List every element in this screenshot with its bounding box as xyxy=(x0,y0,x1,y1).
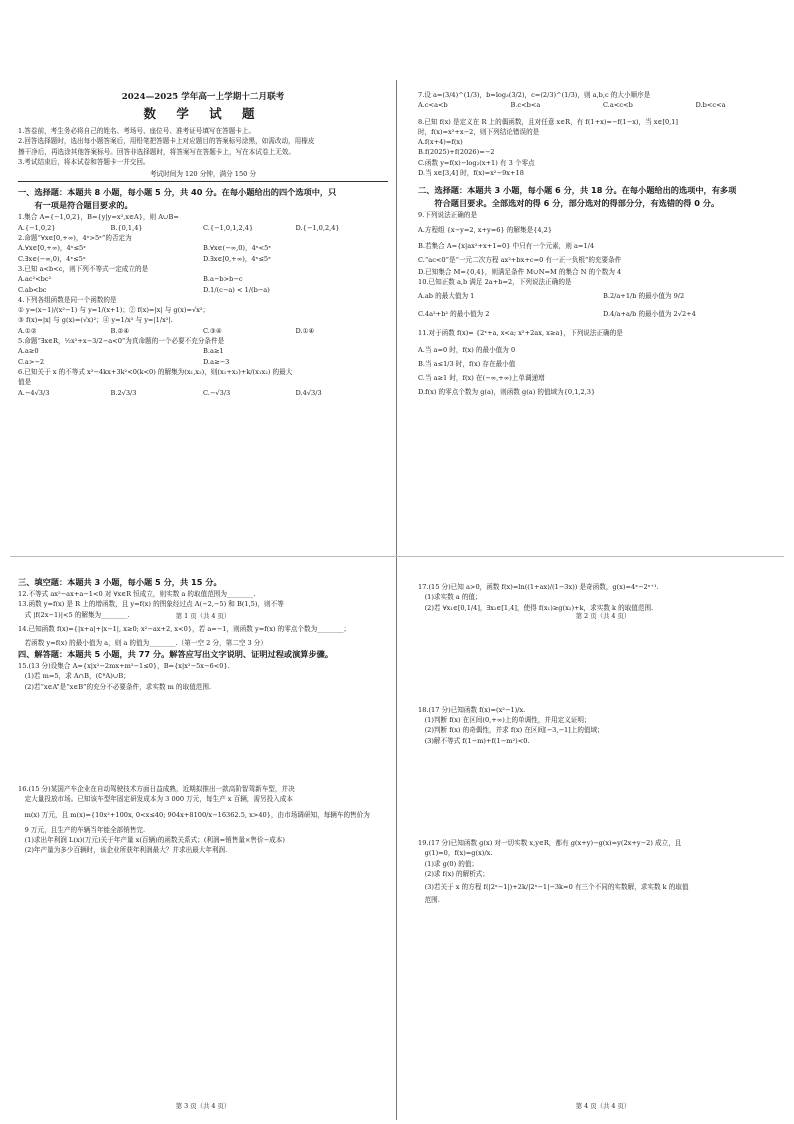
question-6-cont: 值是 xyxy=(18,378,32,387)
option-c: C.∃x∈(−∞,0)，4ˣ≤5ˣ xyxy=(18,254,86,263)
option-a: A.ab 的最大值为 1 xyxy=(418,292,475,301)
option-a: A.∀x∈[0,+∞)，4ˣ≤5ˣ xyxy=(18,244,86,253)
question-10-options-ab xyxy=(418,287,788,305)
option-a: A.f(x+4)=f(x) xyxy=(418,138,463,147)
option-c: C.函数 y=f(x)−log₂(x+1) 有 3 个零点 xyxy=(418,158,535,167)
question-2-options-ab xyxy=(18,243,388,253)
option-a: A.{−1,0,2} xyxy=(18,223,56,232)
question-4-line-1: ① y=(x−1)/(x²−1) 与 y=1/(x+1)；② f(x)=|x| 与 g(x)=√x²； xyxy=(18,306,210,315)
question-2: 2.命题“∀x∈[0,+∞)，4ˣ>5ˣ”的否定为 xyxy=(18,234,132,243)
section-2-heading: 二、选择题：本题共 3 小题，每小题 6 分，共 18 分。在每小题给出的选项中，有多项 xyxy=(418,185,737,196)
question-7-options xyxy=(418,100,788,110)
option-d: D.①④ xyxy=(295,326,315,335)
center-divider xyxy=(396,80,397,1120)
note-2: 2.回答选择题时，选出每小题答案后，用铅笔把答题卡上对应题目的答案标号涂黑，如需改动，用橡皮 xyxy=(18,137,315,146)
question-7: 7.设 a=(3/4)^(1/3)，b=log₃(3/2)，c=(2/3)^(1/3)，则 a,b,c 的大小顺序是 xyxy=(418,91,651,99)
option-c: C.a>−2 xyxy=(18,357,45,366)
question-17-part-2: (2)若 ∀x₁∈[0,1/4]，∃x₂∈[1,4]，使得 f(x₁)≥g(x₂)+k，求实数 k 的取值范围. xyxy=(418,603,654,612)
option-d: D.b<c<a xyxy=(695,101,726,110)
section-2-heading-cont: 符合题目要求。全部选对的得 6 分，部分选对的得部分分，有选错的得 0 分。 xyxy=(418,198,720,209)
question-3-options-ab xyxy=(18,274,388,284)
question-2-options-cd xyxy=(18,254,388,264)
option-c: C.当 a≥1 时，f(x) 在(−∞,+∞)上单调递增 xyxy=(418,374,545,383)
option-b: B.2√3/3 xyxy=(110,388,137,397)
option-a: A.当 a=0 时，f(x) 的最小值为 0 xyxy=(418,346,516,355)
option-c: C.a<c<b xyxy=(603,101,633,110)
question-4: 4.下列各组函数是同一个函数的是 xyxy=(18,295,117,304)
option-c: C.{−1,0,1,2,4} xyxy=(203,223,254,232)
question-15: 15.(13 分)设集合 A={x|x²−2mx+m²−1≤0}，B={x|x²−5x−6<0}. xyxy=(18,662,230,671)
section-4-heading: 四、解答题：本题共 5 小题，共 77 分。解答应写出文字说明、证明过程或演算步骤。 xyxy=(18,649,334,660)
option-b: B.a−b>b−c xyxy=(203,275,243,284)
option-d: D.f(x) 的零点个数为 g(a)，则函数 g(a) 的值域为{0,1,2,3} xyxy=(418,388,596,397)
option-b: B.若集合 A={x|ax²+x+1=0} 中只有一个元素，则 a=1/4 xyxy=(418,241,595,250)
page-footer: 第 1 页（共 4 页） xyxy=(175,612,231,620)
section-1-heading: 一、选择题：本题共 8 小题，每小题 5 分，共 40 分。在每小题给出的四个选项中，只 xyxy=(18,187,337,198)
option-d: D.∃x∈[0,+∞)，4ˣ≤5ˣ xyxy=(203,254,271,263)
option-d: D.a≥−3 xyxy=(203,357,230,366)
option-b: B.f(2025)+f(2026)=−2 xyxy=(418,148,495,157)
question-18-part-3: (3)解不等式 f(1−m)+f(1−m²)<0. xyxy=(418,736,530,745)
question-19-cont: g(1)=0，f(x)=g(x)/x. xyxy=(418,849,493,858)
question-10: 10.已知正数 a,b 满足 2a+b=2，下列说法正确的是 xyxy=(418,277,572,286)
question-13: 13.函数 y=f(x) 是 R 上的增函数，且 y=f(x) 的图象经过点 A(−2,−5) 和 B(1,5)，则不等 xyxy=(18,600,284,609)
note-2b: 擦干净后，再选涂其他答案标号。回答非选择题时，将答案写在答题卡上，写在本试卷上无效。 xyxy=(18,147,295,156)
question-11: 11.对于函数 f(x)= {2ˣ+a, x<a; x²+2ax, x≥a}，下列说法正确的是 xyxy=(418,329,623,338)
option-a: A.−4√3/3 xyxy=(18,388,50,397)
question-19-part-3: (3)若关于 x 的方程 f(|2ˣ−1|)+2k/|2ˣ−1|−3k=0 有三个不同的实数解，求实数 k 的取值 xyxy=(418,883,689,892)
question-19-part-1: (1)求 g(0) 的值； xyxy=(418,859,479,868)
question-5: 5.命题“∃x∈R，½x²+x−3/2−a<0”为真命题的一个必要不充分条件是 xyxy=(18,337,225,346)
question-16-part-2: (2)年产量为多少百辆时，该企业所获年利润最大？并求出最大年利润. xyxy=(18,846,228,855)
exam-info: 考试时间为 120 分钟，满分 150 分 xyxy=(149,170,257,179)
header-rule xyxy=(18,181,388,182)
page-footer: 第 2 页（共 4 页） xyxy=(575,612,631,620)
question-14-cont: 若函数 y=f(x) 的最小值为 a，则 a 的值为________.（第一空 2 分，第二空 3 分） xyxy=(18,638,267,647)
option-a: A.方程组 {x−y=2, x+y=6} 的解集是{4,2} xyxy=(418,225,553,234)
page-footer: 第 3 页（共 4 页） xyxy=(175,1102,231,1110)
question-13-cont: 式 |f(2x−1)|<5 的解集为________. xyxy=(18,610,130,619)
question-10-options-cd xyxy=(418,305,788,323)
option-d: D.已知集合 M={0,4}，则满足条件 M∪N=M 的集合 N 的个数为 4 xyxy=(418,267,622,276)
option-c: C.“ac<0”是“一元二次方程 ax²+bx+c=0 有一正一负根”的充要条件 xyxy=(418,255,622,264)
question-16-line-3: m(x) 万元，且 m(x)={10x²+100x, 0<x≤40; 904x+8100/x−16362.5, x>40}，由市场调研知，每辆车的售价为 xyxy=(18,810,370,819)
exam-title: 2024—2025 学年高一上学期十二月联考 xyxy=(121,92,285,102)
question-5-options-ab xyxy=(18,346,388,356)
option-d: D.当 x∈[3,4] 时，f(x)=x²−9x+18 xyxy=(418,169,524,178)
question-1-options xyxy=(18,223,388,233)
question-15-part-1: (1)若 m=5，求 A∩B，(∁ᴿA)∪B； xyxy=(18,672,130,681)
question-16-line-2: 定大量投放市场。已知该车型年固定研发成本为 3 000 万元，每生产 x 百辆，需另投入成本 xyxy=(18,795,293,804)
question-18-part-1: (1)判断 f(x) 在区间(0,+∞)上的单调性，并用定义证明； xyxy=(418,716,591,725)
option-c: C.ab<bc xyxy=(18,285,47,294)
option-d: D.4/a+a/b 的最小值为 2√2+4 xyxy=(603,310,696,319)
option-b: B.2/a+1/b 的最小值为 9/2 xyxy=(603,292,685,301)
exam-page-2 xyxy=(418,82,788,622)
option-b: B.{0,1,4} xyxy=(110,223,143,232)
option-b: B.∀x∈(−∞,0)，4ˣ<5ˣ xyxy=(203,244,272,253)
exam-page-4 xyxy=(418,572,788,1112)
question-19-part-3-cont: 范围. xyxy=(418,896,440,905)
question-5-options-cd xyxy=(18,357,388,367)
section-3-heading: 三、填空题：本题共 3 小题，每小题 5 分，共 15 分。 xyxy=(18,577,222,587)
exam-page-3 xyxy=(18,572,388,1112)
option-b: B.②④ xyxy=(110,326,130,335)
option-c: C.③④ xyxy=(203,326,222,335)
page-footer: 第 4 页（共 4 页） xyxy=(575,1102,631,1110)
question-19-part-2: (2)求 f(x) 的解析式； xyxy=(418,869,489,878)
question-16-line-4: 9 万元，且生产的车辆当年能全部销售完. xyxy=(18,825,146,834)
option-c: C.4a²+b² 的最小值为 2 xyxy=(418,310,490,319)
option-a: A.①② xyxy=(18,326,37,335)
question-1: 1.集合 A={−1,0,2}，B={y|y=x²,x∈A}，则 A∪B= xyxy=(18,213,179,222)
option-b: B.c<b<a xyxy=(510,101,541,110)
option-c: C.−√3/3 xyxy=(203,388,231,397)
question-6-options xyxy=(18,388,388,398)
question-9: 9.下列说法正确的是 xyxy=(418,211,478,220)
option-d: D.1/(c−a) < 1/(b−a) xyxy=(203,285,270,294)
question-18-part-2: (2)判断 f(x) 的奇偶性，并求 f(x) 在区间[−3,−1]上的值域； xyxy=(418,726,604,735)
question-19: 19.(17 分)已知函数 g(x) 对一切实数 x,y∈R，都有 g(x+y)−g(x)=y(2x+y−2) 成立，且 xyxy=(418,839,682,848)
question-15-part-2: (2)若“x∈A”是“x∈B”的充分不必要条件，求实数 m 的取值范围. xyxy=(18,682,212,691)
question-17: 17.(15 分)已知 a>0，函数 f(x)=ln((1+ax)/(1−3x)) 是奇函数，g(x)=4ˣ−2ˣ⁺¹. xyxy=(418,583,659,591)
option-b: B.当 a≤1/3 时，f(x) 存在最小值 xyxy=(418,360,516,369)
question-16-part-1: (1)求出年利润 L(x)(万元)关于年产量 x(百辆)的函数关系式；(利润=销售量×售价−成本) xyxy=(18,835,285,844)
question-4-line-2: ③ f(x)=|x| 与 g(x)=(√x)²；④ y=1/x² 与 y=|1/x²|. xyxy=(18,316,173,325)
question-18: 18.(17 分)已知函数 f(x)=(x²−1)/x. xyxy=(418,705,526,714)
option-a: A.ac²<bc² xyxy=(18,275,52,284)
option-d: D.4√3/3 xyxy=(295,388,322,397)
exam-page-1 xyxy=(18,82,388,622)
question-12: 12.不等式 ax²−ax+a−1<0 对 ∀x∈R 恒成立，则实数 a 的取值范围为________. xyxy=(18,590,256,598)
question-17-part-1: (1)求实数 a 的值； xyxy=(418,593,482,602)
question-14: 14.已知函数 f(x)={|x+a|+|x−1|, x≥0; x²−ax+2, x<0}，若 a=−1，则函数 y=f(x) 的零点个数为________； xyxy=(18,624,351,633)
question-3: 3.已知 a<b<c，则下列不等式一定成立的是 xyxy=(18,264,149,273)
option-d: D.{−1,0,2,4} xyxy=(295,223,340,232)
exam-subject: 数 学 试 题 xyxy=(143,106,263,121)
question-3-options-cd xyxy=(18,285,388,295)
question-8-cont: 时，f(x)=x²+x−2，则下列结论错误的是 xyxy=(418,127,540,136)
note-3: 3.考试结束后，将本试卷和答题卡一并交回。 xyxy=(18,157,150,166)
question-16: 16.(15 分)某国产车企业在自动驾驶技术方面日益成熟，近期拟推出一款高阶智驾新车型，并决 xyxy=(18,785,295,794)
option-a: A.a≥0 xyxy=(18,347,39,356)
question-8: 8.已知 f(x) 是定义在 R 上的偶函数，且对任意 x∈R，有 f(1+x)=−f(1−x)，当 x∈[0,1] xyxy=(418,117,678,126)
note-1: 1.答卷前，考生务必将自己的姓名、考场号、座位号、准考证号填写在答题卡上。 xyxy=(18,127,256,135)
section-1-heading-cont: 有一项是符合题目要求的。 xyxy=(18,200,133,211)
option-b: B.a≥1 xyxy=(203,347,224,356)
option-a: A.c<a<b xyxy=(418,101,448,110)
question-4-options xyxy=(18,326,388,336)
question-6: 6.已知关于 x 的不等式 x²−4kx+3k²<0(k<0) 的解集为(x₁,x₂)，则(x₁+x₂)+k/(x₁x₂) 的最大 xyxy=(18,367,293,376)
